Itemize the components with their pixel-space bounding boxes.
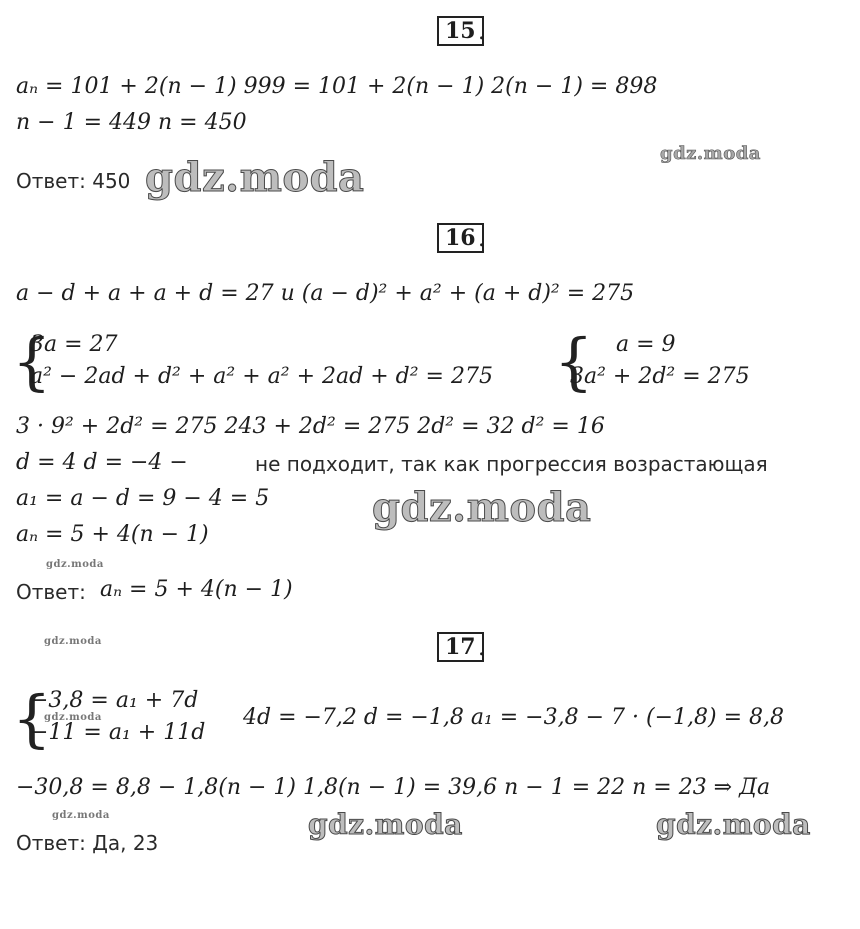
task-number-dot: .	[478, 20, 485, 45]
task-number-box	[437, 16, 484, 46]
math-line: a − d + a + a + d = 27 и (a − d)² + a² + (a + d)² = 275	[16, 281, 635, 306]
task-number-box	[437, 223, 484, 253]
system-equation: a = 9	[616, 332, 676, 357]
system-brace: {	[554, 325, 594, 398]
system-equation: −3,8 = a₁ + 7d	[30, 688, 199, 713]
watermark: gdz.moda	[46, 559, 104, 570]
task-number: 16	[445, 225, 476, 251]
system-equation: a² − 2ad + d² + a² + a² + 2ad + d² = 275	[30, 364, 493, 389]
watermark: gdz.moda	[44, 636, 102, 647]
system-equation: −11 = a₁ + 11d	[30, 720, 206, 745]
answer-line: Ответ: 450	[16, 169, 131, 193]
task-number-dot: .	[478, 227, 485, 252]
note-text: не подходит, так как прогрессия возрастающая	[255, 452, 768, 476]
math-line: a₁ = a − d = 9 − 4 = 5	[16, 486, 270, 511]
system-equation: 3a = 27	[30, 332, 118, 357]
watermark: gdz.moda	[52, 810, 110, 821]
watermark: gdz.moda	[372, 484, 592, 531]
task-number: 15	[445, 18, 476, 44]
task-number-dot: .	[478, 636, 485, 661]
answer-label: Ответ:	[16, 580, 86, 604]
math-line: n − 1 = 449 n = 450	[16, 110, 247, 135]
answer-line: Ответ: Да, 23	[16, 831, 159, 855]
watermark: gdz.moda	[660, 143, 761, 164]
math-line: d = 4 d = −4 −	[16, 450, 188, 475]
system-brace: {	[12, 325, 52, 398]
math-line: 4d = −7,2 d = −1,8 a₁ = −3,8 − 7 · (−1,8) = 8,8	[243, 705, 784, 730]
watermark: gdz.moda	[656, 808, 811, 841]
watermark: gdz.moda	[44, 712, 102, 723]
system-equation: 3a² + 2d² = 275	[570, 364, 750, 389]
answer-value: aₙ = 5 + 4(n − 1)	[100, 577, 293, 602]
task-number-box	[437, 632, 484, 662]
system-brace: {	[12, 682, 52, 755]
watermark: gdz.moda	[145, 154, 365, 201]
watermark: gdz.moda	[308, 808, 463, 841]
math-line: aₙ = 101 + 2(n − 1) 999 = 101 + 2(n − 1) 2(n − 1) = 898	[16, 74, 658, 99]
math-line: 3 · 9² + 2d² = 275 243 + 2d² = 275 2d² = 32 d² = 16	[16, 414, 605, 439]
math-line: −30,8 = 8,8 − 1,8(n − 1) 1,8(n − 1) = 39,6 n − 1 = 22 n = 23 ⇒ Да	[16, 775, 771, 800]
task-number: 17	[445, 634, 476, 660]
math-line: aₙ = 5 + 4(n − 1)	[16, 522, 209, 547]
